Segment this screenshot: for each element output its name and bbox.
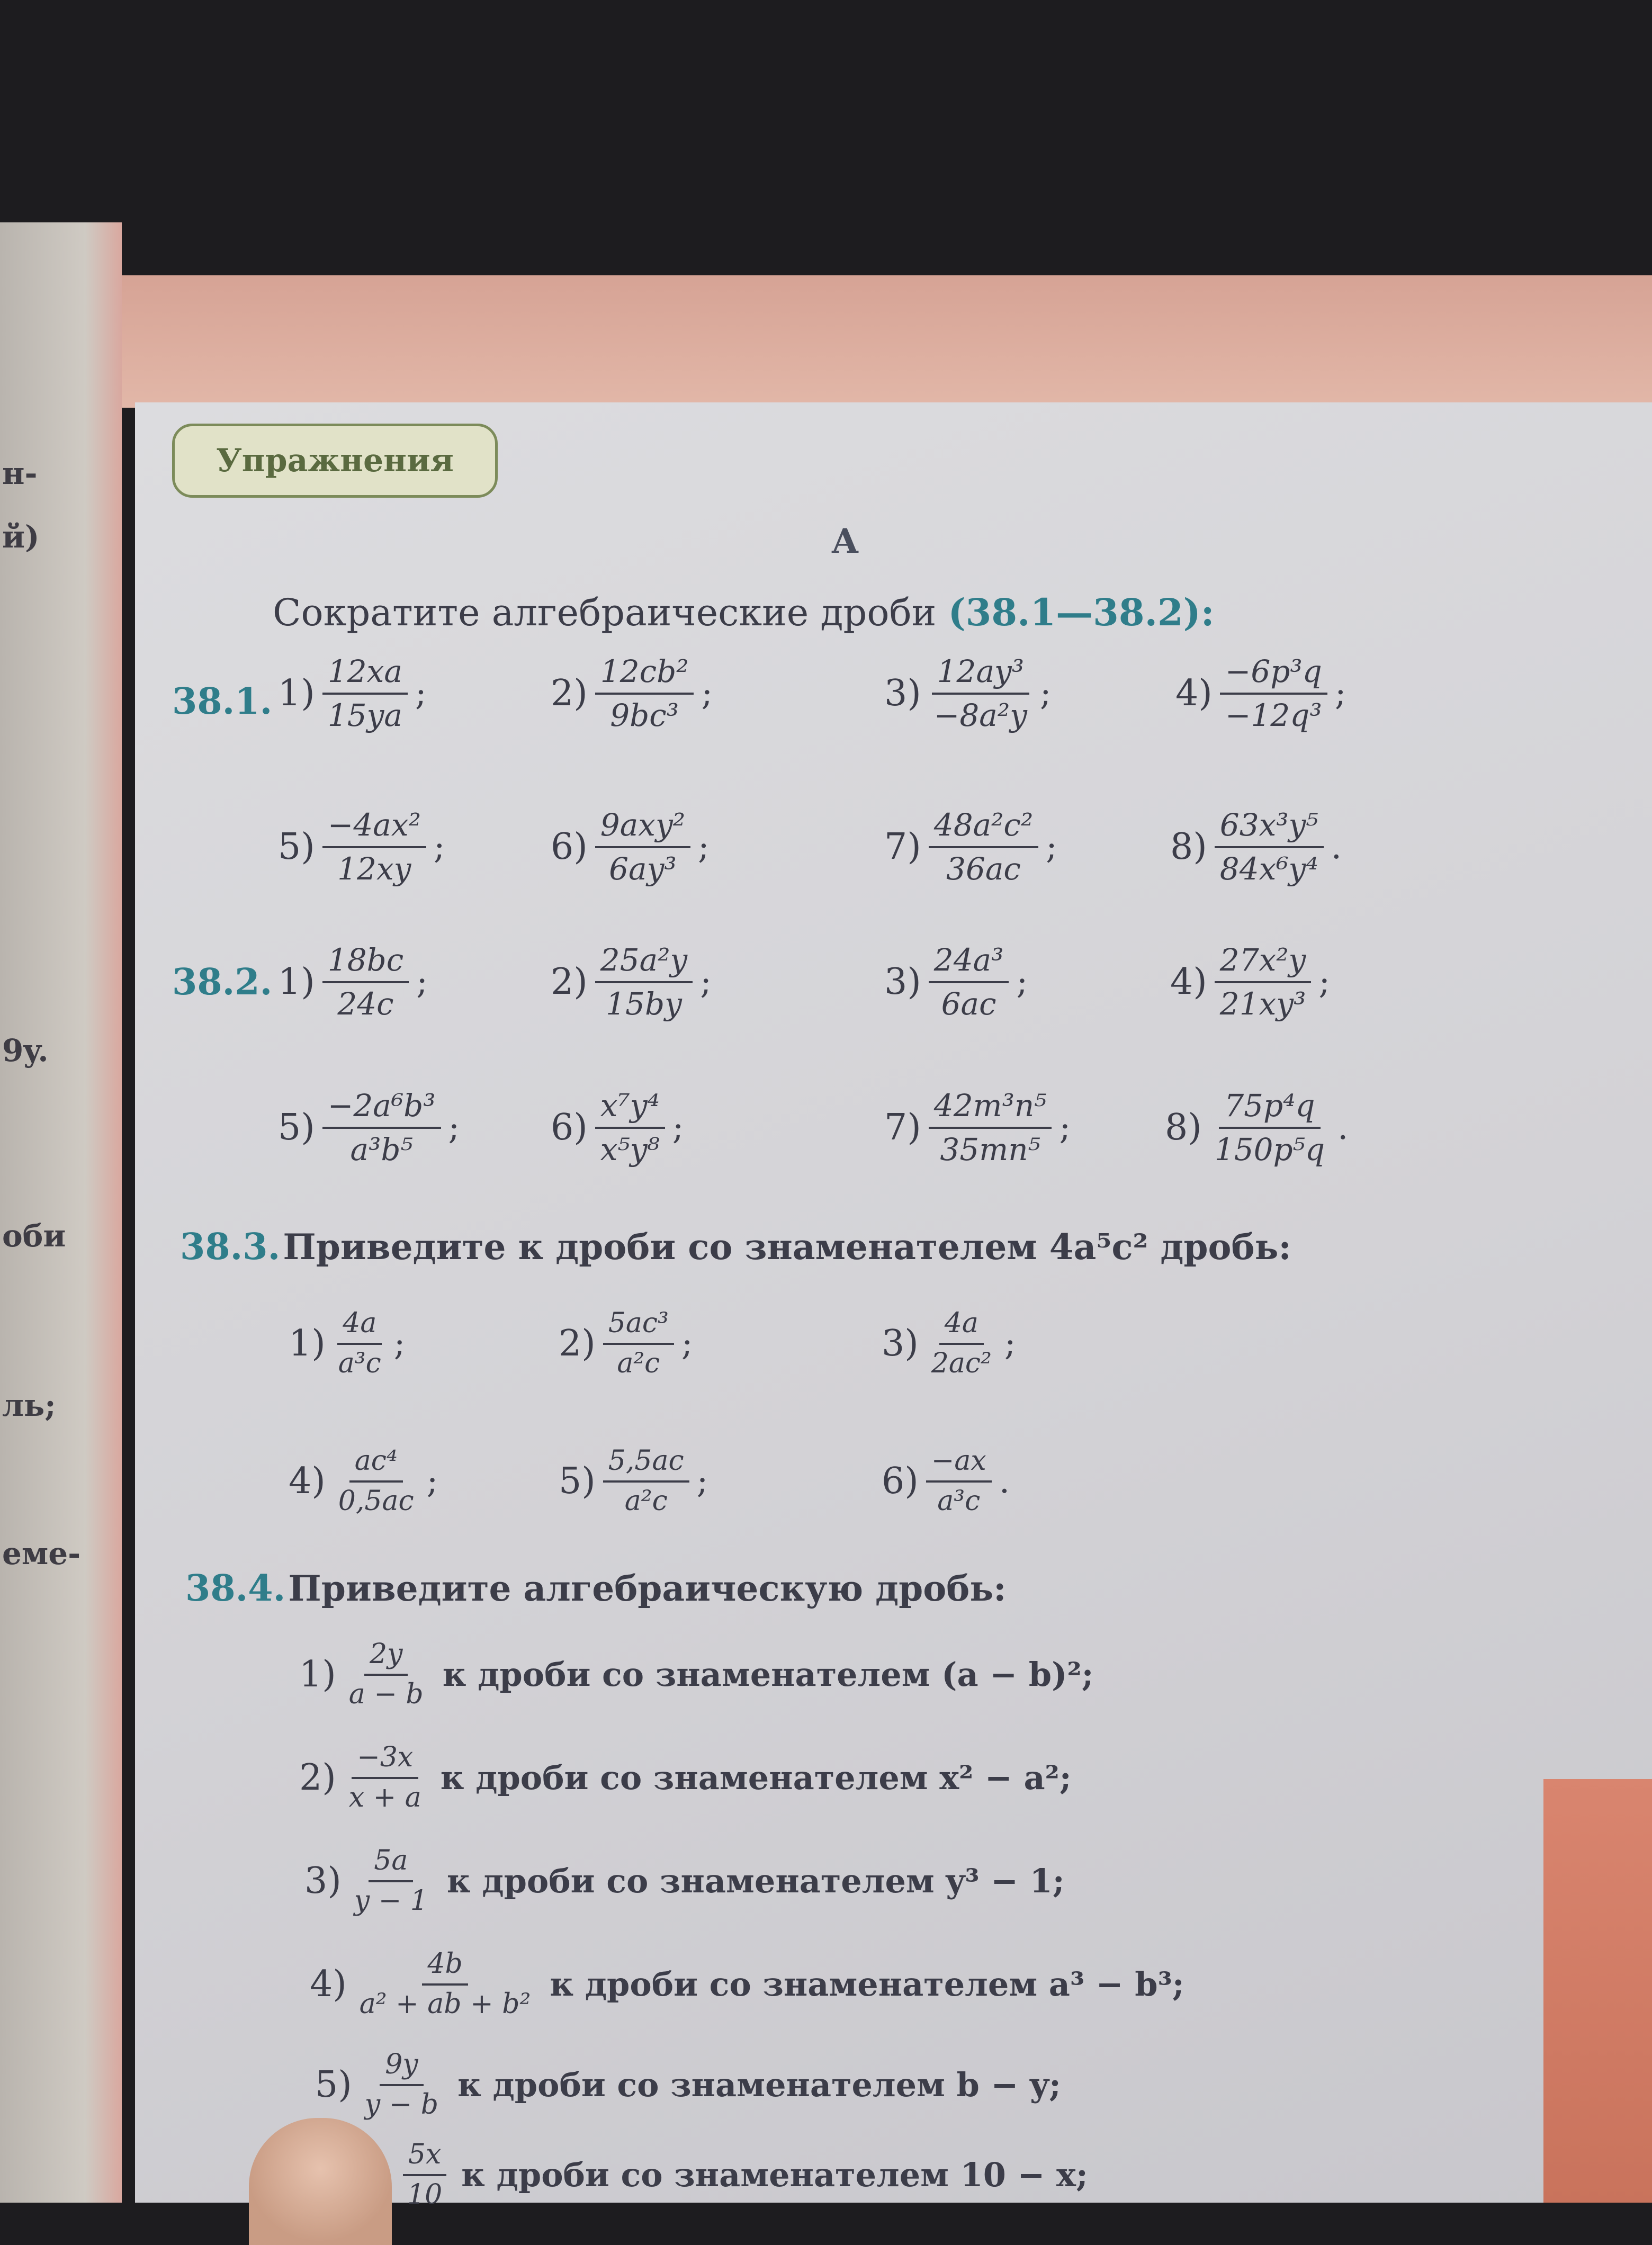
thumb <box>249 2118 392 2245</box>
fraction-item: 1) $\frac{18bc}{24c}$ ; <box>278 942 428 1022</box>
conversion-item: 5) $\frac{9y}{y - b}$ к дроби со знаменателем b − y; <box>315 2049 1061 2121</box>
conversion-item: 4) $\frac{4b}{\text{a² + ab + b²}}$ к дроби со знаменателем a³ − b³; <box>310 1948 1184 2020</box>
fraction-item: 5) $\frac{\text{−2a⁶b³}}{\text{a³b⁵}}$ ; <box>278 1088 460 1168</box>
fraction-item: 7) $\frac{\text{42m³n⁵}}{\text{35mn⁵}}$ ; <box>884 1088 1071 1168</box>
fraction-item: 3) $\frac{\text{24a³}}{6ac}$ ; <box>884 942 1028 1022</box>
exercises-badge: Упражнения <box>172 424 498 498</box>
conversion-item: $\frac{5x}{10}$ к дроби со знаменателем 10 − x; <box>394 2139 1088 2211</box>
fraction-item: 8) $\frac{\text{75p⁴q}}{\text{150p⁵q}}$ . <box>1165 1088 1349 1168</box>
fraction-item: 2) $\frac{\text{25a²y}}{15by}$ ; <box>551 942 712 1022</box>
margin-fragment: 9y. <box>2 1032 49 1068</box>
fraction-item: 6) $\frac{\text{x⁷y⁴}}{\text{x⁵y⁸}}$ ; <box>551 1088 684 1168</box>
fraction-item: 1) $\frac{12xa}{15ya}$ ; <box>278 653 427 733</box>
section-letter: А <box>831 522 859 561</box>
exercise-number: 38.2. <box>172 961 273 1003</box>
fraction-item: 4) $\frac{\text{ac⁴}}{0,5ac}$ ; <box>289 1445 438 1517</box>
conversion-item: 2) $\frac{-3x}{x + a}$ к дроби со знаменателем x² − a²; <box>299 1741 1072 1813</box>
conversion-item: 3) $\frac{5a}{y - 1}$ к дроби со знаменателем y³ − 1; <box>304 1845 1065 1917</box>
fraction-item: 2) $\frac{\text{12cb²}}{\text{9bc³}}$ ; <box>551 653 713 733</box>
margin-fragment: й) <box>2 519 40 555</box>
fraction-item: 4) $\frac{\text{27x²y}}{\text{21xy³}}$ ; <box>1170 942 1330 1022</box>
fraction-item: 5) $\frac{\text{−4ax²}}{12xy}$ ; <box>278 807 445 887</box>
intro-text: Сократите алгебраические дроби <box>273 591 937 634</box>
margin-fragment: оби <box>2 1218 66 1254</box>
exercise-number: 38.1. <box>172 680 273 723</box>
fraction-item: 3) $\frac{\text{12ay³}}{\text{−8a²y}}$ ; <box>884 653 1052 733</box>
margin-fragment: н- <box>2 455 38 491</box>
fraction-item: 3) $\frac{4a}{\text{2ac²}}$ ; <box>882 1307 1016 1379</box>
intro-instruction <box>273 590 1215 634</box>
fraction-item: 6) $\frac{-ax}{\text{a³c}}$ . <box>882 1445 1010 1517</box>
margin-fragment: еме- <box>2 1535 81 1571</box>
conversion-item: 1) $\frac{2y}{a - b}$ к дроби со знаменателем (a − b)²; <box>299 1638 1094 1710</box>
fraction-item: 7) $\frac{\text{48a²c²}}{36ac}$ ; <box>884 807 1057 887</box>
exercise-header: 38.4. Приведите алгебраическую дробь: <box>185 1567 1007 1610</box>
page-header-band <box>122 275 1652 408</box>
fraction-item: 1) $\frac{4a}{\text{a³c}}$ ; <box>289 1307 406 1379</box>
fraction-item: 4) $\frac{\text{−6p³q}}{\text{−12q³}}$ ; <box>1175 653 1346 733</box>
fraction-item: 2) $\frac{\text{5ac³}}{\text{a²c}}$ ; <box>559 1307 693 1379</box>
intro-ref: (38.1—38.2): <box>948 590 1215 634</box>
fraction-item: 6) $\frac{\text{9axy²}}{\text{6ay³}}$ ; <box>551 807 710 887</box>
fraction-item: 8) $\frac{\text{63x³y⁵}}{\text{84x⁶y⁴}}$ . <box>1170 807 1342 887</box>
left-page-edge <box>0 222 122 2203</box>
page-edge-decoration <box>1543 1779 1652 2203</box>
fraction-item: 5) $\frac{5,5ac}{\text{a²c}}$ ; <box>559 1445 708 1517</box>
margin-fragment: ль; <box>2 1387 56 1423</box>
exercise-header: 38.3. Приведите к дроби со знаменателем 4a⁵c² дробь: <box>180 1226 1291 1268</box>
